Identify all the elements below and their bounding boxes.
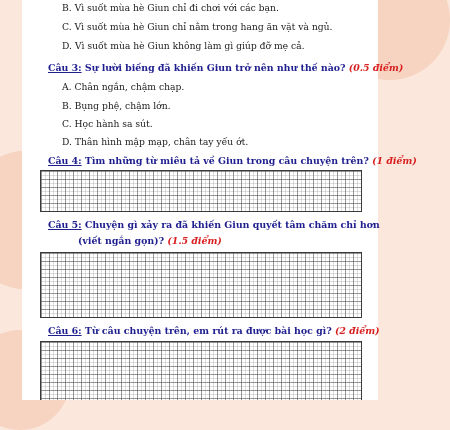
q5-number: Câu 5: xyxy=(48,220,82,231)
q5-answer-grid[interactable] xyxy=(40,252,362,318)
q3-option-a: A. Chân ngắn, chậm chạp. xyxy=(62,82,185,93)
q6-text: Từ câu chuyện trên, em rút ra được bài học gì? xyxy=(81,326,332,337)
q5-points: (1.5 điểm) xyxy=(164,236,222,247)
q3-prompt xyxy=(48,63,403,74)
q3-option-d: D. Thân hình mập mạp, chân tay yếu ớt. xyxy=(62,137,249,148)
q2-option-d: D. Vì suốt mùa hè Giun không làm gì giúp đỡ mẹ cả. xyxy=(62,41,305,52)
q5-text-line2: (viết ngắn gọn)? xyxy=(78,236,165,247)
q3-option-b: B. Bụng phệ, chậm lớn. xyxy=(62,101,171,112)
q3-text: Sự lười biếng đã khiến Giun trở nên như thế nào? xyxy=(81,63,346,74)
q6-prompt xyxy=(48,326,380,337)
q3-number: Câu 3: xyxy=(48,63,82,74)
q5-text: Chuyện gì xảy ra đã khiến Giun quyết tâm chăm chỉ hơn xyxy=(81,220,380,231)
q5-prompt xyxy=(48,220,380,231)
q6-number: Câu 6: xyxy=(48,326,82,337)
q4-prompt xyxy=(48,156,417,167)
q4-text: Tìm những từ miêu tả về Giun trong câu chuyện trên? xyxy=(81,156,369,167)
q6-points: (2 điểm) xyxy=(331,326,380,337)
q3-points: (0.5 điểm) xyxy=(345,63,404,74)
q2-option-b: B. Vì suốt mùa hè Giun chỉ đi chơi với các bạn. xyxy=(62,3,279,14)
q4-points: (1 điểm) xyxy=(368,156,417,167)
q4-answer-grid[interactable] xyxy=(40,170,362,212)
q2-option-c: C. Vì suốt mùa hè Giun chỉ nằm trong hang ăn vặt và ngủ. xyxy=(62,22,333,33)
q4-number: Câu 4: xyxy=(48,156,82,167)
q6-answer-grid[interactable] xyxy=(40,341,362,400)
q3-option-c: C. Học hành sa sút. xyxy=(62,119,153,130)
q5-prompt-line2 xyxy=(78,236,222,247)
